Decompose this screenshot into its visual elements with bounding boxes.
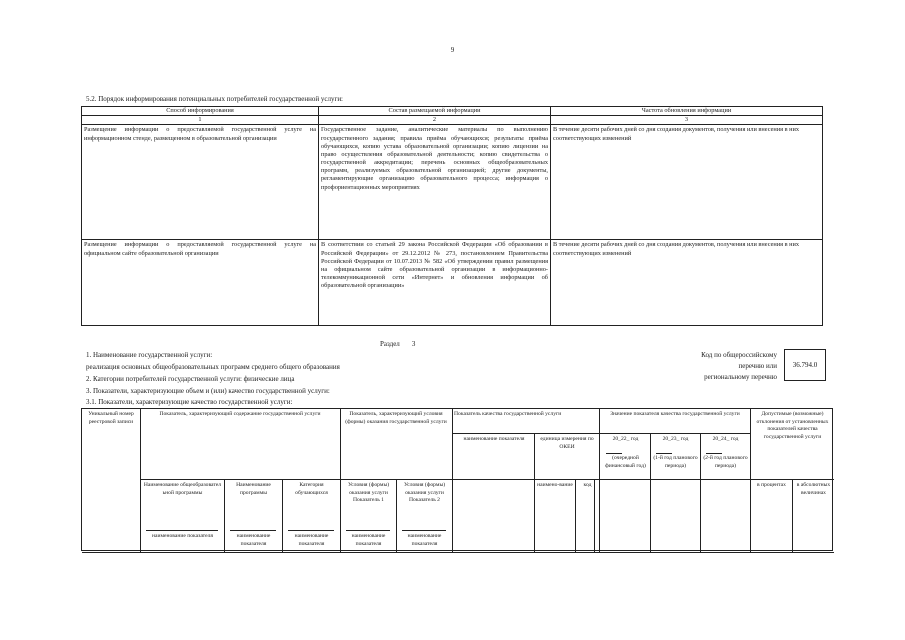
col-quality-indicator: Показатель качества государственной услуги [454,411,562,417]
okpd-code: 36.794.0 [784,349,826,381]
col-indicator-values: Значение показателя качества государственной услуги [610,411,740,417]
content-col-1: Наименование общеобразовател ьной программы [143,482,222,496]
header-content: Состав размещаемой информации [319,107,551,116]
year-2-label: 20_23_ год [662,436,689,442]
header-method: Способ информирования [82,107,319,116]
year-3-note: (2-й год планового периода) [703,455,748,469]
consumer-category: 2. Категории потребителей государственной услуги: физические лица [86,375,295,383]
year-1-note: (очередной финансовый год) [605,455,646,469]
quality-indicators-label: 3.1. Показатели, характеризующие качество государственной услуги: [86,398,293,406]
col-content-indicator: Показатель, характеризующий содержание государственной услуги [159,411,321,417]
header-number-1: 1 [82,116,319,125]
quality-name-header: наименование показателя [463,436,525,442]
unit-header: единица измерения по ОКЕИ [540,436,594,450]
unit-name-header: наимено-вание [537,482,573,488]
indicator-name-label: наименование показателя [407,533,442,547]
okpd-label-line: перечню или [738,361,777,370]
col-unique-number: Уникальный номер реестровой записи [88,411,134,425]
informing-table-numbers [82,116,823,125]
indicator-name-label: наименование показателя [351,533,386,547]
okpd-label-line: Код по общероссийскому [701,351,777,359]
condition-col-1: Условия (формы) оказания услуги Показатель 1 [347,482,390,504]
quality-table [81,408,833,551]
deviation-absolute: в абсолютных величинах [796,482,831,496]
section-label: Раздел [380,340,400,348]
row-content: Государственное задание, аналитические материалы по выполнению государственного задания; правила приёма обучающихся; результаты приёма обучающихся, копию устава образовательной организации; копию лицензии на право осуществления образовательной деятельности; копию свидетельства о государственной аккредитации; перечень основных общеобразовательных программ, реализуемых образовательной организацией; другие документы, регламентирующие организацию образовательного процесса; информация о профориентационных мероприятиях [319,125,551,240]
row-content: В соответствии со статьей 29 закона Российской Федерации «Об образовании в Российской Федерации» от 29.12.2012 № 273, постановлением Правительства Российской Федерации от 10.07.2013 № 582 «Об утверждении правил размещения на официальном сайте образовательной организации в информационно-телекоммуникационной сети «Интернет» и обновления информации об образовательной организации» [319,240,551,326]
year-2-note: (1-й год планового периода) [653,455,698,469]
informing-table-header [82,107,823,116]
condition-col-2: Условия (формы) оказания услуги Показатель 2 [403,482,446,504]
content-col-2: Наименование программы [236,482,271,496]
year-1-label: 20_22_ год [612,436,639,442]
indicator-name-label: наименование показателя [294,533,329,547]
table-row [82,125,823,240]
service-name-label: 1. Наименование государственной услуги: [86,351,213,359]
header-number-3: 3 [551,116,823,125]
informing-table [81,106,823,326]
indicator-name-label: наименование показателя [236,533,271,547]
okpd-label [701,350,777,383]
table-row [82,240,823,326]
year-3-label: 20_24_ год [712,436,739,442]
service-name: реализация основных общеобразовательных программ среднего общего образования [86,363,340,371]
page-number: 9 [450,46,455,54]
col-deviation: Допустимые (возможные) отклонения от установленных показателей качества государственной услуги [756,411,829,440]
header-number-2: 2 [319,116,551,125]
col-conditions-indicator: Показатель, характеризующий условия (формы) оказания государственной услуги [345,411,447,425]
indicators-label: 3. Показатели, характеризующие объем и (или) качество государственной услуги: [86,387,330,395]
section-number: 3 [411,340,416,348]
unit-code-header: код [583,482,592,488]
content-col-3: Категория обучающихся [295,482,328,496]
row-frequency: В течение десяти рабочих дней со дня создания документов, получения или внесения в них соответствующих изменений [551,240,823,326]
okpd-label-line: региональному перечню [704,372,777,381]
deviation-percent: в процентах [757,482,786,488]
section-heading [380,340,415,348]
section-5-2-title: 5.2. Порядок информирования потенциальных потребителей государственной услуги: [86,95,344,103]
row-method: Размещение информации о предоставляемой государственной услуге на информационном стенде, размещенном в образовательной организации [82,125,319,240]
indicator-name-label: наименование показателя [152,533,213,539]
row-method: Размещение информации о предоставляемой государственной услуге на официальном сайте образовательной организации [82,240,319,326]
row-frequency: В течение десяти рабочих дней со дня создания документов, получения или внесения в них соответствующих изменений [551,125,823,240]
header-frequency: Частота обновления информации [551,107,823,116]
